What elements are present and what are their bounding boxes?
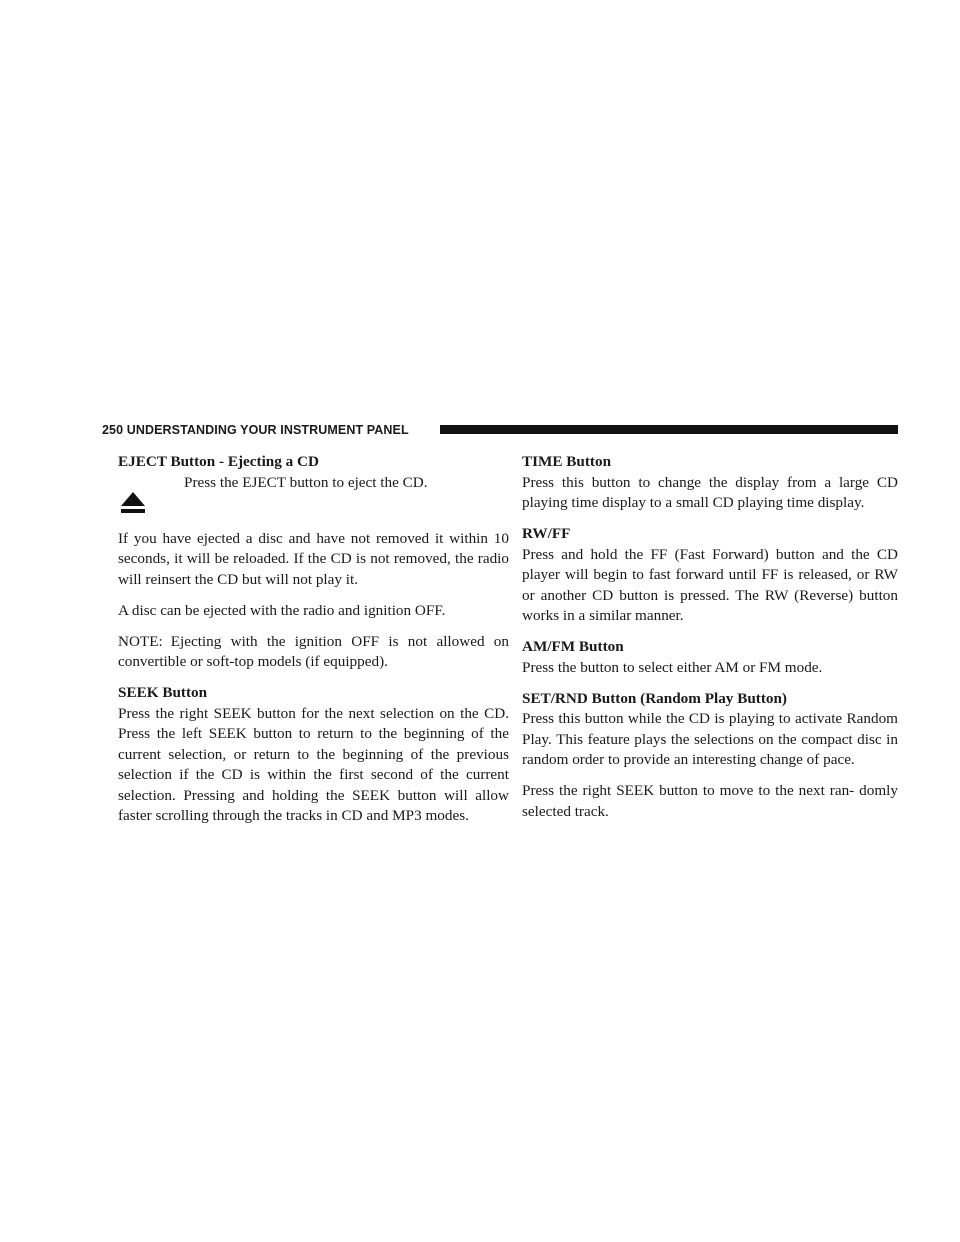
- time-paragraph: Press this button to change the display from a large CD playing time display to a small CD playing time display.: [522, 473, 898, 511]
- page-header: [102, 422, 898, 438]
- rwff-heading: RW/FF: [522, 525, 571, 542]
- seek-paragraph: Press the right SEEK button for the next selection on the CD. Press the left SEEK button to return to the beginning of the current selection, or return to the beginning of the previous selection if the CD is within the first second of the current selection. Pressing and holding the SEEK button will allow faster scrolling through the tracks in CD and MP3 modes.: [118, 704, 509, 824]
- header-rule: [440, 425, 898, 434]
- right-column: [522, 452, 898, 833]
- note-label: NOTE:: [118, 632, 163, 650]
- eject-off-paragraph: A disc can be ejected with the radio and ignition OFF.: [118, 601, 446, 619]
- page-number-title: 250 UNDERSTANDING YOUR INSTRUMENT PANEL: [102, 423, 409, 437]
- seek-heading: SEEK Button: [118, 684, 208, 701]
- time-heading: TIME Button: [522, 453, 612, 470]
- eject-row: [118, 473, 509, 529]
- note-text: Ejecting with the ignition OFF is not allowed on convertible or soft-top models (if equipped).: [118, 632, 509, 670]
- eject-instruction: Press the EJECT button to eject the CD.: [184, 473, 428, 491]
- left-column: [118, 452, 509, 837]
- eject-heading: EJECT Button - Ejecting a CD: [118, 453, 319, 470]
- rwff-paragraph: Press and hold the FF (Fast Forward) button and the CD player will begin to fast forward until FF is released, or RW or another CD button is pressed. The RW (Reverse) button works in a similar manner.: [522, 545, 898, 624]
- reload-paragraph: If you have ejected a disc and have not removed it within 10 seconds, it will be reloaded. If the CD is not removed, the radio will reinsert the CD but will not play it.: [118, 529, 509, 588]
- amfm-paragraph: Press the button to select either AM or FM mode.: [522, 658, 823, 676]
- setrnd-heading: SET/RND Button (Random Play Button): [522, 689, 787, 707]
- setrnd-paragraph: Press this button while the CD is playing to activate Random Play. This feature plays the selections on the compact disc in random order to provide an interesting change of pace.: [522, 710, 898, 768]
- note-paragraph: [118, 632, 509, 673]
- amfm-heading: AM/FM Button: [522, 638, 624, 655]
- eject-icon: [120, 491, 146, 515]
- seek-next-paragraph: Press the right SEEK button to move to the next ran- domly selected track.: [522, 782, 898, 820]
